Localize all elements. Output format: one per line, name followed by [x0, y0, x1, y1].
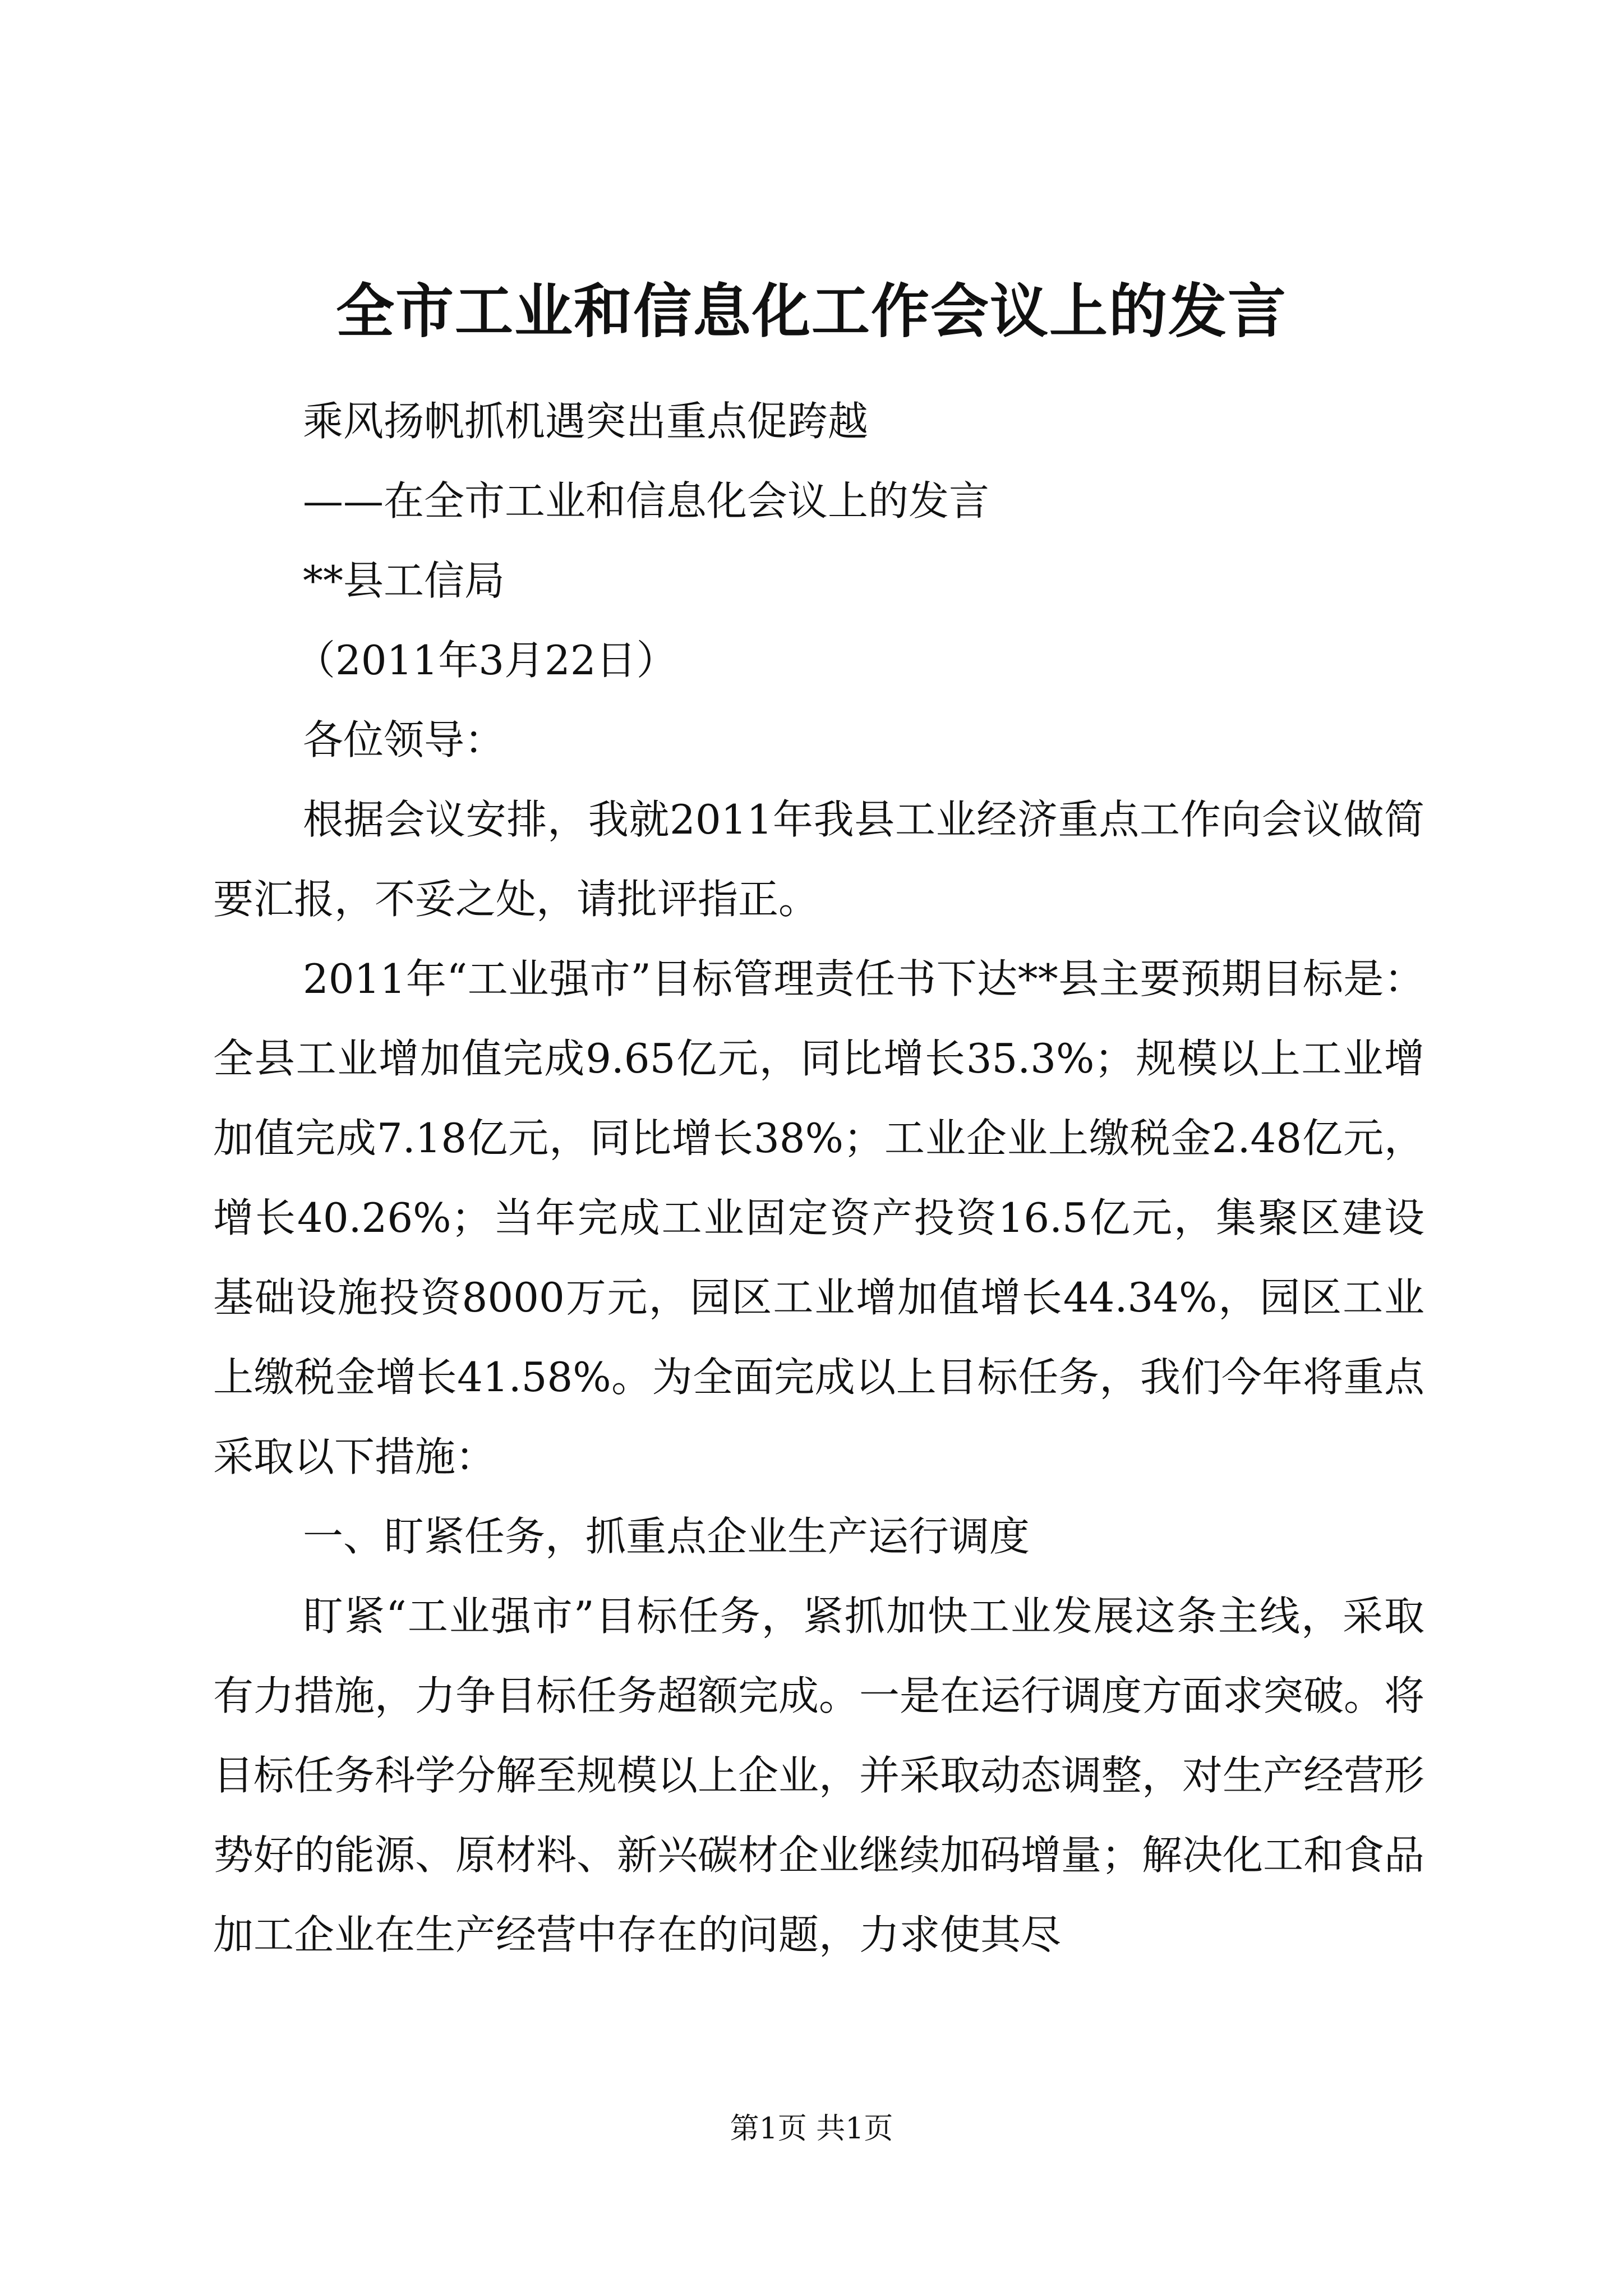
section-heading-one: 一、盯紧任务，抓重点企业生产运行调度 [303, 1513, 1030, 1560]
body-paragraph-intro: 根据会议安排，我就2011年我县工业经济重点工作向会议做简要汇报，不妥之处，请批评指正。 [213, 796, 1424, 923]
document-date: （2011年3月22日） [295, 637, 677, 684]
document-subheading: ——在全市工业和信息化会议上的发言 [303, 477, 990, 524]
body-paragraph-section-one: 盯紧“工业强市”目标任务，紧抓加快工业发展这条主线，采取有力措施，力争目标任务超额完成。一是在运行调度方面求突破。将目标任务科学分解至规模以上企业，并采取动态调整，对生产经营形势好的能源、原材料、新兴碳材企业继续加码增量；解决化工和食品加工企业在生产经营中存在的问题，力求使其尽 [213, 1593, 1425, 1958]
page-footer: 第1页 共1页 [730, 2112, 893, 2146]
document-body [213, 381, 1425, 1975]
document-subtitle: 乘风扬帆抓机遇突出重点促跨越 [303, 398, 869, 445]
document-author: **县工信局 [303, 557, 505, 604]
document-salutation: 各位领导： [303, 716, 505, 763]
document-title: 全市工业和信息化工作会议上的发言 [335, 277, 1287, 346]
body-paragraph-targets: 2011年“工业强市”目标管理责任书下达**县主要预期目标是：全县工业增加值完成9.65亿元，同比增长35.3%；规模以上工业增加值完成7.18亿元，同比增长38%；工业企业上缴税金2.48亿元，增长40.26%；当年完成工业固定资产投资16.5亿元，集聚区建设基础设施投资8000万元，园区工业增加值增长44.34%，园区工业上缴税金增长41.58%。为全面完成以上目标任务，我们今年将重点采取以下措施： [213, 955, 1424, 1480]
